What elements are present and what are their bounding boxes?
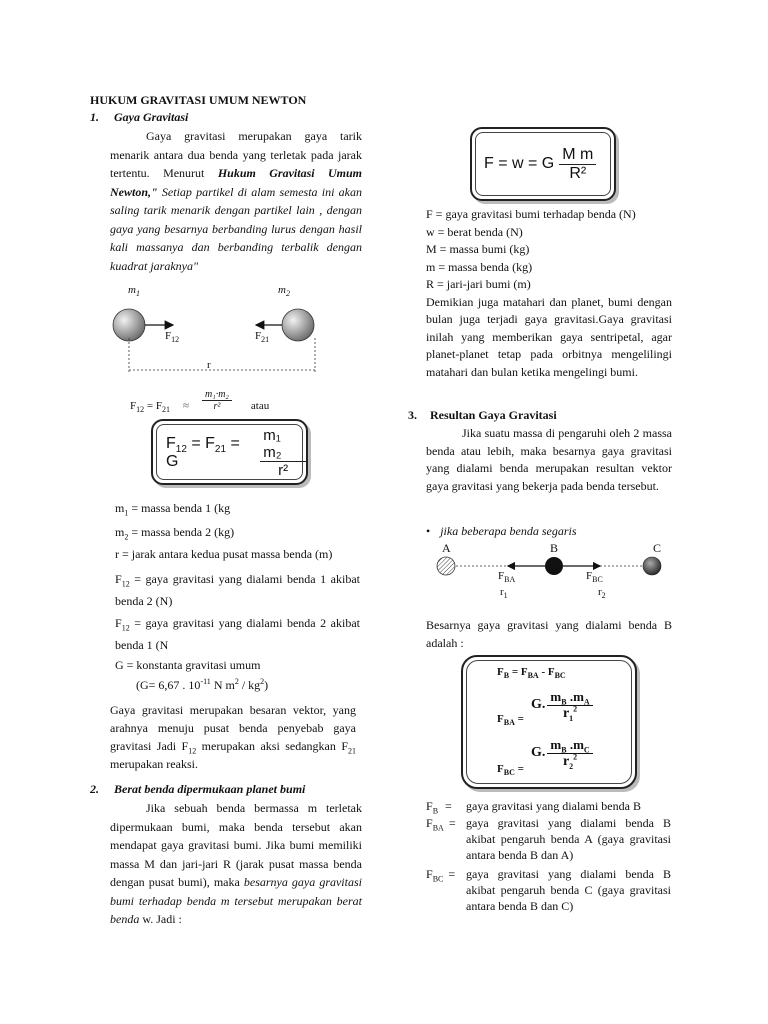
r-label: r	[207, 359, 211, 371]
def-M: M = massa bumi (kg)	[426, 242, 530, 256]
weight-formula-box: F = w = G $\frac{\text{M m}}{\text{R²}}$	[470, 127, 616, 201]
section1-heading	[90, 110, 188, 125]
section1-number: 1.	[90, 110, 99, 124]
fba-label: $F_{BA}$	[498, 570, 516, 585]
vector-paragraph: Gaya gravitasi merupakan besaran vektor, yang arahnya menuju pusat benda penyebab gaya gravitasi Jadi $F_{12}$ merupakan aksi sedangkan $F_{21}$ merupakan reaksi.	[110, 703, 356, 771]
def-m2: $m_2$ = massa benda 2 (kg)	[115, 525, 235, 542]
law-name: Hukum Gravitasi Umum Newton,"	[110, 166, 362, 199]
planet-paragraph: Demikian juga matahari dan planet, bumi dengan bulan juga terjadi gaya gravitasi.Gaya gravitasi inilah yang memberikan gaya sentripetal, agar planet-planet tetap pada orbitnya mengelilingi matahari dan bulan ketika mengelingi bumi.	[426, 294, 672, 379]
label-c: C	[653, 541, 662, 555]
def-m1: $m_1$ = massa benda 1 (kg	[115, 501, 231, 518]
def-g: G = konstanta gravitasi umum	[115, 658, 261, 672]
section2-paragraph: Jika sebuah benda bermassa m terletak dipermukaan bumi, maka benda tersebut akan mendapat gaya gravitasi bumi. Jika bumi memiliki massa M dan jari-jari R (jarak pusat massa benda dengan pusat bumi), maka besarnya gaya gravitasi bumi terhadap benda m tersebut merupakan berat benda w. Jadi :	[110, 801, 362, 926]
def-w: w = berat benda (N)	[426, 224, 523, 239]
m1-label: $m_1$	[128, 284, 140, 299]
def-fbc: $F_{BC}$ = gaya gravitasi yang dialami benda B akibat pengaruh benda C (gaya gravitasi antara benda B dan C)	[426, 867, 671, 913]
r1-label: $r_1$	[500, 586, 508, 601]
def-m: m = massa benda (kg)	[426, 259, 533, 274]
def-fb: $F_B$ = gaya gravitasi yang dialami benda B	[426, 799, 641, 816]
fba-formula: G. $\frac{m_B .m_A}{r_1^2}$	[531, 685, 593, 725]
mass-c	[643, 557, 661, 575]
def-f12-a: $F_{12}$ = gaya gravitasi yang dialami benda 1 akibat benda 2 (N)	[115, 572, 360, 608]
mass-a	[437, 557, 455, 575]
section1-paragraph	[110, 127, 362, 275]
fbc-label: $F_{BC}$	[586, 570, 603, 585]
label-a: A	[442, 541, 451, 555]
law-statement: Setiap partikel di alam semesta ini akan saling tarik menarik dengan partikel lain , dengan gaya yang besarnya berbanding lurus dengan hasil kali massanya dan berbanding terbalik dengan kuadrat jaraknya"	[110, 184, 362, 273]
newton-gravitation-formula-box: $F_{12} = F_{21} = G$ $\frac{\text{m₁ m₂}}{\text{r²}}$	[151, 419, 308, 485]
definitions2	[426, 206, 672, 381]
def-fba: $F_{BA}$ = gaya gravitasi yang dialami benda B akibat pengaruh benda A (gaya gravitasi antara benda B dan A)	[426, 816, 671, 862]
r2-label: $r_2$	[598, 586, 606, 601]
def-R: R = jari-jari bumi (m)	[426, 277, 531, 291]
bullet-segaris: • jika beberapa benda segaris	[426, 524, 577, 538]
fb-equation: $F_B = F_{BA} - F_{BC}$	[497, 666, 566, 681]
def-r: r = jarak antara kedua pusat massa benda (m)	[115, 547, 333, 561]
page-title: HUKUM GRAVITASI UMUM NEWTON	[90, 93, 307, 107]
fba-equation-label: $F_{BA}$ =	[497, 713, 524, 728]
label-b: B	[550, 541, 559, 555]
mass2-sphere	[282, 309, 314, 341]
section3-heading: 3. Resultan Gaya Gravitasi	[408, 408, 557, 422]
fbc-equation-label: $F_{BC}$ =	[497, 763, 524, 778]
f21-label: $F_{21}$	[255, 330, 270, 345]
two-mass-diagram	[105, 280, 345, 380]
mass-b	[545, 557, 563, 575]
section1-title: Gaya Gravitasi	[114, 110, 189, 124]
def-f12-b: $F_{12}$ = gaya gravitasi yang dialami benda 2 akibat benda 1 (N	[115, 616, 360, 652]
atau-label: atau	[250, 400, 270, 412]
section1-text: Gaya gravitasi merupakan gaya tarik menarik antara dua benda yang terletak pada jarak tertentu. Menurut	[110, 129, 362, 180]
section3-paragraph: Jika suatu massa di pengaruhi oleh 2 massa benda atau lebih, maka besarnya gaya gravitasi yang dialami benda merupakan resultan vektor gaya gravitasi yang bekerja pada benda tersebut.	[426, 426, 672, 493]
mass1-sphere	[113, 309, 145, 341]
g-value: (G= 6,67 . $10^{-11}$ N $m^2 / kg^2$)	[136, 677, 269, 692]
resultant-formula-box	[461, 655, 637, 789]
force-equality-inline: $F_{12} = F_{21}$ ≈ $\frac{\text{m₁·m₂}}{\text{r²}}$ atau	[130, 388, 270, 415]
f12-label: $F_{12}$	[165, 330, 180, 345]
section2-heading: 2. Berat benda dipermukaan planet bumi	[90, 782, 306, 796]
m2-label: $m_2$	[278, 284, 290, 299]
def-F: F = gaya gravitasi bumi terhadap benda (N)	[426, 207, 636, 221]
besarnya-paragraph: Besarnya gaya gravitasi yang dialami benda B adalah :	[426, 618, 672, 650]
fbc-formula: G. $\frac{m_B .m_C}{r_2^2}$	[531, 733, 593, 773]
